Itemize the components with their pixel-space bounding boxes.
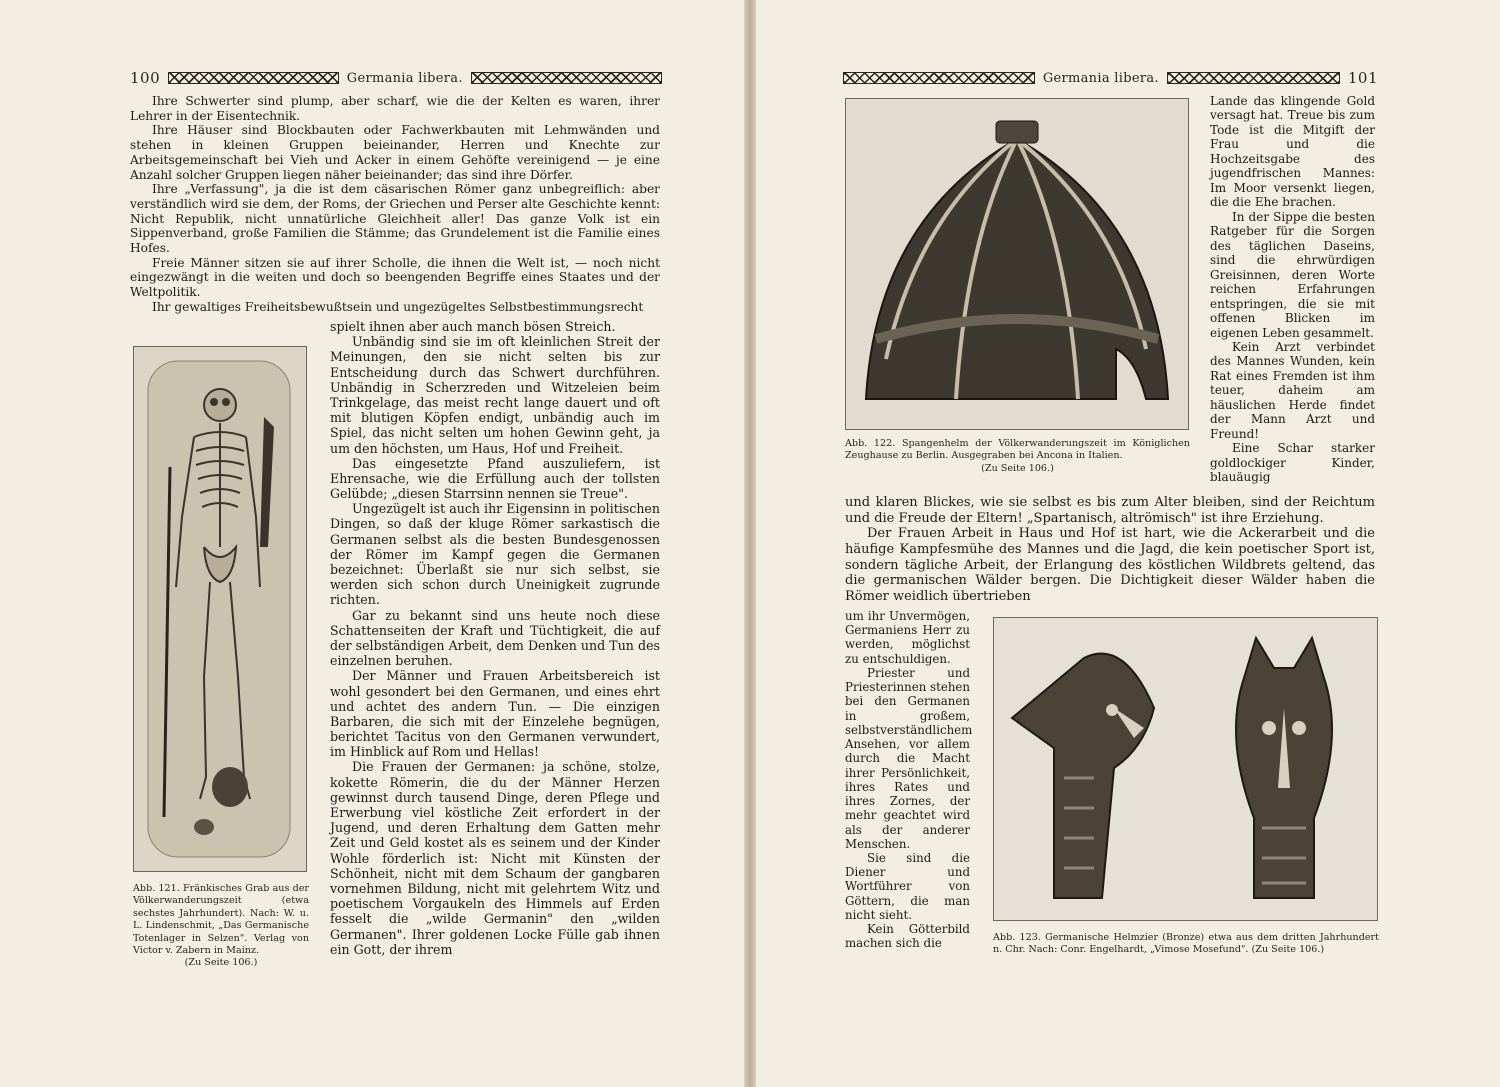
right-text-beside-helmet bbox=[1210, 94, 1375, 485]
paragraph: Eine Schar starker goldlockiger Kinder, blauäugig bbox=[1210, 441, 1375, 485]
right-text-narrow-column bbox=[845, 609, 973, 951]
figure-121-caption: Abb. 121. Fränkisches Grab aus der Völkerwanderungszeit (etwa sechstes Jahrhundert). Nach: W. u. L. Lindenschmit, „Das Germanische Totenlager in Selzen". Verlag von Victor v. Zabern in Mainz. bbox=[133, 883, 309, 957]
figure-122-caption: Abb. 122. Spangenhelm der Völkerwanderungszeit im Königlichen Zeughause zu Berlin. Ausgegraben bei Ancona in Italien. bbox=[845, 438, 1190, 462]
figure-121-page-ref: (Zu Seite 106.) bbox=[184, 957, 258, 969]
paragraph: Unbändig sind sie im oft kleinlichen Streit der Meinungen, den sie nicht selten bis zur Entscheidung durch das Schwert durchführen. Unbändig in Scherzreden und Witzeleien beim Trinkgelage, das meist recht lange dauert und oft mit blutigen Köpfen endigt, unbändig auch im Spiel, das nicht selten um hohen Gewinn geht, ja um den höchsten, um Haus, Hof und Freiheit. bbox=[330, 334, 660, 456]
paragraph: Ihre Schwerter sind plump, aber scharf, wie die der Kelten es waren, ihrer Lehrer in der Eisentechnik. bbox=[130, 94, 660, 123]
paragraph: Kein Arzt verbindet des Mannes Wunden, kein Rat eines Fremden ist ihm teuer, daheim am häuslichen Herde findet der Mann Arzt und Freund! bbox=[1210, 339, 1375, 441]
paragraph: Ungezügelt ist auch ihr Eigensinn in politischen Dingen, so daß der kluge Römer sarkastisch die Germanen selbst als die besten Bundesgenossen der Römer im Kampf gegen die Germanen bezeichnet: Überlaßt sie nur sich selbst, sie werden sich schon durch Uneinigkeit zugrunde richten. bbox=[330, 501, 660, 608]
right-running-header bbox=[843, 68, 1378, 88]
paragraph: spielt ihnen aber auch manch bösen Streich. bbox=[330, 319, 616, 334]
helmet-crest-illustration bbox=[994, 618, 1377, 920]
figure-122-caption-block bbox=[845, 438, 1190, 475]
figure-121-frankish-grave bbox=[133, 346, 307, 872]
figure-122-page-ref: (Zu Seite 106.) bbox=[981, 462, 1054, 474]
paragraph: In der Sippe die besten Ratgeber für die Sorgen des täglichen Daseins, sind die ehrwürdigen Greisinnen, deren Worte reichen Erfahrungen entspringen, die sie mit offenen Blicken im eigenen Leben gesammelt. bbox=[1210, 209, 1375, 340]
figure-123-caption-block bbox=[993, 932, 1379, 957]
paragraph: Gar zu bekannt sind uns heute noch diese Schattenseiten der Kraft und Tüchtigkeit, die auf der selbständigen Arbeit, dem Denken und Tun des einzelnen beruhen. bbox=[330, 607, 660, 669]
paragraph: Sie sind die Diener und Wortführer von Göttern, die man nicht sieht. bbox=[845, 850, 970, 922]
right-ornament-band-1 bbox=[843, 72, 1035, 84]
paragraph: Das eingesetzte Pfand auszuliefern, ist Ehrensache, wie die Erfüllung auch der tollsten Gelübde; „diesen Starrsinn nennen sie Treue". bbox=[330, 455, 660, 502]
book-gutter bbox=[744, 0, 756, 1087]
paragraph: um ihr Unvermögen, Germaniens Herr zu werden, möglichst zu entschuldigen. bbox=[845, 609, 970, 666]
figure-122-spangenhelm bbox=[845, 98, 1189, 430]
left-text-column bbox=[330, 319, 660, 957]
skeleton-grave-illustration bbox=[134, 347, 306, 871]
figure-121-caption-block bbox=[133, 883, 309, 970]
figure-123-helmet-crests bbox=[993, 617, 1378, 921]
right-ornament-band-2 bbox=[1167, 72, 1340, 84]
paragraph: Ihre Häuser sind Blockbauten oder Fachwerkbauten mit Lehmwänden und stehen in kleinen Gruppen beieinander, Herren und Knechte zur Arbeitsgemeinschaft bei Vieh und Acker in einem Gehöfte vereinigend — je eine Anzahl solcher Gruppen liegen näher beieinander; das sind ihre Dörfer. bbox=[130, 123, 660, 182]
paragraph: Der Frauen Arbeit in Haus und Hof ist hart, wie die Ackerarbeit und die häufige Kampfesmühe des Mannes und die Jagd, die kein poetischer Sport ist, sondern tägliche Arbeit, der Erlangung des köstlichen Wildbrets geltend, das die germanischen Wälder bergen. Die Dichtigkeit dieser Wälder haben die Römer weidlich übertrieben bbox=[845, 526, 1375, 605]
paragraph: Die Frauen der Germanen: ja schöne, stolze, kokette Römerin, die du der Männer Herzen gewinnst durch tausend Dinge, deren Pflege und Erwerbung viel köstliche Zeit erfordert in der Jugend, und deren Erhaltung dem Gatten mehr Zeit und Geld kostet als es seinem und der Kinder Wohle förderlich ist: Nicht mit Künsten der Schönheit, nicht mit dem Schaum der gangbaren vornehmen Bildung, nicht mit gelehrtem Witz und poetischem Vorgaukeln des Himmels auf Erden fesselt die „wilde Germanin" den „wilden Germanen". Ihrer goldenen Locke Fülle gab ihnen ein Gott, der ihrem bbox=[330, 759, 660, 957]
left-running-title: Germania libera. bbox=[346, 70, 463, 86]
paragraph: Ihr gewaltiges Freiheitsbewußtsein und ungezügeltes Selbstbestimmungsrecht bbox=[152, 299, 644, 314]
right-page-number: 101 bbox=[1347, 69, 1378, 87]
left-page-number: 100 bbox=[130, 69, 161, 87]
left-text-top bbox=[130, 94, 660, 315]
paragraph: und klaren Blickes, wie sie selbst es bis zum Alter bleiben, sind der Reichtum und die Freude der Eltern! „Spartanisch, altrömisch" ist ihre Erziehung. bbox=[845, 495, 1375, 526]
paragraph: Ihre „Verfassung", ja die ist dem cäsarischen Römer ganz unbegreiflich: aber verständlich wird sie dem, der Roms, der Griechen und Perser alte Geschichte kennt: Nicht Republik, nicht unnatürliche Gleichheit aller! Das ganze Volk ist ein Sippenverband, große Familien die Stämme; das Grundelement ist die Familie eines Hofes. bbox=[130, 182, 660, 256]
paragraph: Priester und Priesterinnen stehen bei den Germanen in großem, selbstverständlichem Ansehen, vor allem durch die Macht ihrer Persönlichkeit, ihres Rates und ihres Zornes, der mehr geachtet wird als der anderer Menschen. bbox=[845, 665, 973, 851]
paragraph: Freie Männer sitzen sie auf ihrer Scholle, die ihnen die Welt ist, — noch nicht eingezwängt in die weiten und doch so beengenden Begriffe eines Staates und der Weltpolitik. bbox=[130, 255, 660, 300]
paragraph: Kein Götterbild machen sich die bbox=[845, 922, 970, 951]
figure-123-caption: Abb. 123. Germanische Helmzier (Bronze) etwa aus dem dritten Jahrhundert n. Chr. Nach: Conr. Engelhardt, „Vimose Mosefund". bbox=[993, 932, 1379, 956]
right-running-title: Germania libera. bbox=[1042, 70, 1159, 86]
paragraph: Lande das klingende Gold versagt hat. Treue bis zum Tode ist die Mitgift der Frau und die Hochzeitsgabe des jugendfrischen Mannes: Im Moor versenkt liegen, die die Ehe brachen. bbox=[1210, 94, 1375, 210]
helmet-illustration bbox=[846, 99, 1188, 429]
left-ornament-band-1 bbox=[168, 72, 339, 84]
left-running-header bbox=[130, 68, 662, 88]
paragraph: Der Männer und Frauen Arbeitsbereich ist wohl gesondert bei den Germanen, und eines ehrt und achtet des andern Tun. — Die einzigen Barbaren, die sich mit der Einzelehe begnügen, berichtet Tacitus von den Germanen verwundert, im Hinblick auf Rom und Hellas! bbox=[330, 668, 660, 760]
right-text-full-width bbox=[845, 495, 1375, 605]
left-ornament-band-2 bbox=[471, 72, 662, 84]
figure-123-page-ref: (Zu Seite 106.) bbox=[1251, 944, 1325, 956]
